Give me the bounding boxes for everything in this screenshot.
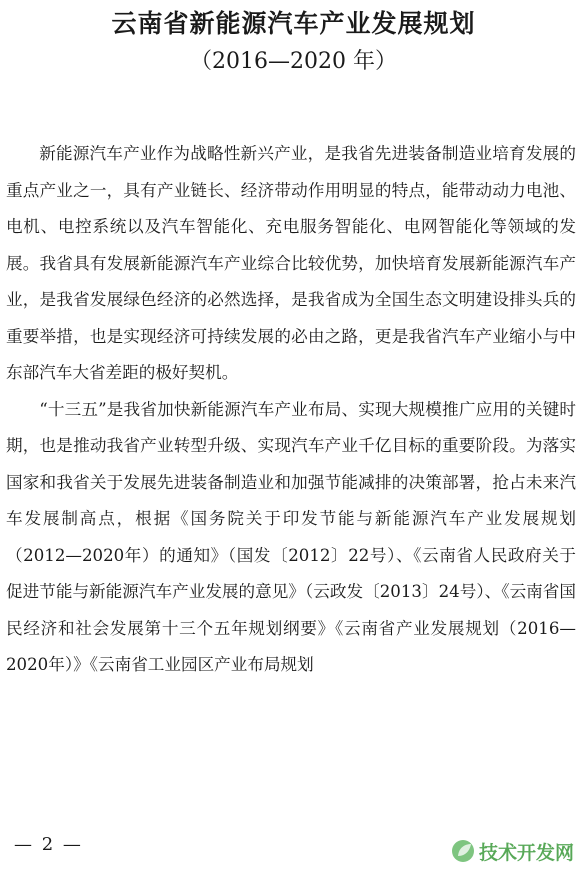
paragraph-1: 新能源汽车产业作为战略性新兴产业，是我省先进装备制造业培育发展的重点产业之一，具有产业链长、经济带动作用明显的特点，能带动动力电池、电机、电控系统以及汽车智能化、充电服务智能化、电网智能化等领域的发展。我省具有发展新能源汽车产业综合比较优势，加快培育发展新能源汽车产业，是我省发展绿色经济的必然选择，是我省成为全国生态文明建设排头兵的重要举措，也是实现经济可持续发展的必由之路，更是我省汽车产业缩小与中东部汽车大省差距的极好契机。: [6, 144, 576, 382]
watermark: [449, 832, 579, 870]
paragraph-2: “十三五”是我省加快新能源汽车产业布局、实现大规模推广应用的关键时期，也是推动我省产业转型升级、实现汽车产业千亿目标的重要阶段。为落实国家和我省关于发展先进装备制造业和加强节能减排的决策部署，抢占未来汽车发展制高点，根据《国务院关于印发节能与新能源汽车产业发展规划（2012—2020年）的通知》（国发〔2012〕22号）、《云南省人民政府关于促进节能与新能源汽车产业发展的意见》（云政发〔2013〕24号）、《云南省国民经济和社会发展第十三个五年规划纲要》《云南省产业发展规划（2016—2020年）》《云南省工业园区产业布局规划: [6, 399, 576, 674]
page-number: — 2 —: [14, 834, 83, 855]
watermark-text: 技术开发网: [479, 842, 575, 864]
document-title: 云南省新能源汽车产业发展规划: [111, 9, 476, 38]
document-subtitle: （2016—2020 年）: [190, 49, 397, 74]
leaf-logo-icon: [449, 832, 579, 870]
document-body: [6, 136, 576, 684]
